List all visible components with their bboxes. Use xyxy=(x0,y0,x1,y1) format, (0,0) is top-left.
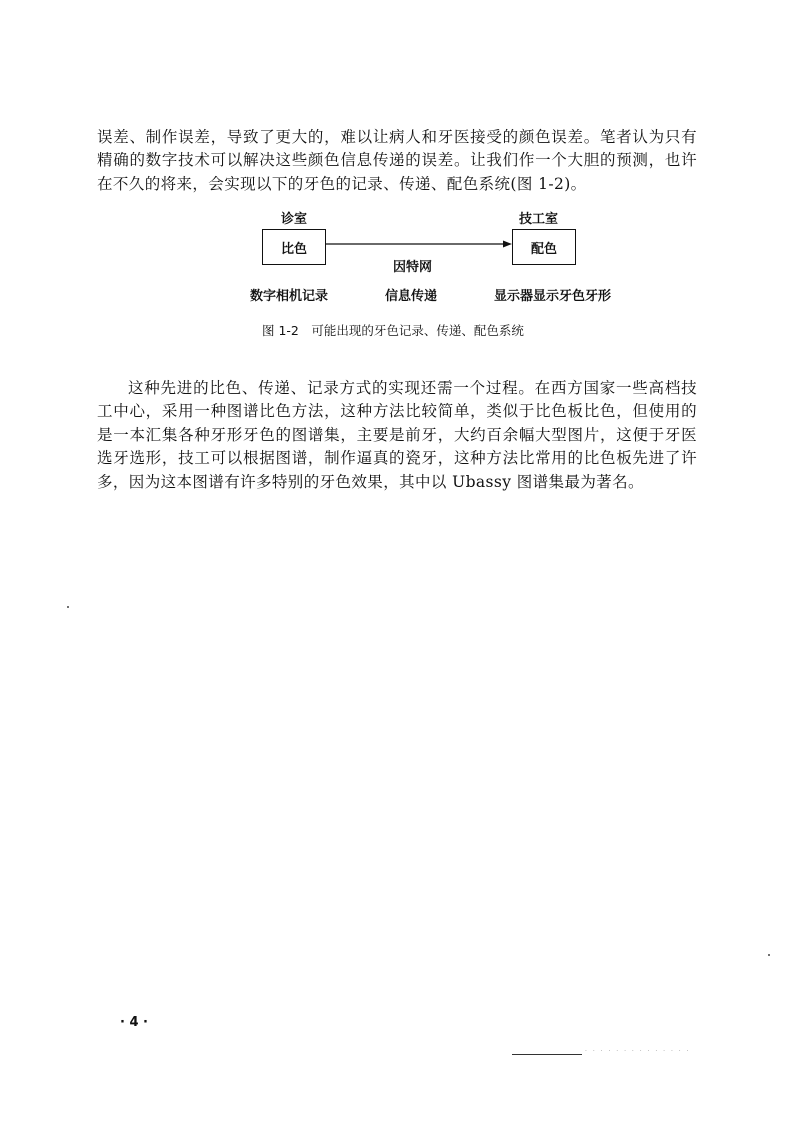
scan-speck xyxy=(67,606,69,608)
figure-bottom-center-label: 信息传递 xyxy=(385,289,438,304)
figure-box-right-label: 配色 xyxy=(530,242,557,257)
page-number: · 4 · xyxy=(120,1015,148,1030)
figure-caption: 图 1-2 可能出现的牙色记录、传递、配色系统 xyxy=(262,323,524,338)
figure-bottom-left-label: 数字相机记录 xyxy=(250,289,329,304)
scan-speck xyxy=(768,954,770,956)
figure-right-title: 技工室 xyxy=(519,212,559,227)
paragraph-intro: 误差、制作误差，导致了更大的，难以让病人和牙医接受的颜色误差。笔者认为只有精确的数字技术可以解决这些颜色信息传递的误差。让我们作一个大胆的预测，也许在不久的将来，会实现以下的牙色的记录、传递、配色系统(图 1-2)。 xyxy=(97,127,697,193)
footer-scan-marks: · · · · · · · · · · · · · · xyxy=(585,1048,691,1055)
figure-bottom-right-label: 显示器显示牙色牙形 xyxy=(494,289,612,304)
arrow-head xyxy=(503,241,512,248)
footer-rule xyxy=(512,1054,582,1055)
figure-box-left xyxy=(262,229,326,265)
paragraph-body: 这种先进的比色、传递、记录方式的实现还需一个过程。在西方国家一些高档技工中心，采用一种图谱比色方法，这种方法比较简单，类似于比色板比色，但使用的是一本汇集各种牙形牙色的图谱集，主要是前牙，大约百余幅大型图片，这便于牙医选牙选形，技工可以根据图谱，制作逼真的瓷牙，这种方法比常用的比色板先进了许多，因为这本图谱有许多特别的牙色效果，其中以 Ubassy 图谱集最为著名。 xyxy=(97,378,697,491)
figure-left-title: 诊室 xyxy=(281,212,308,227)
figure-box-right xyxy=(512,229,576,265)
figure-arrow-label: 因特网 xyxy=(393,260,433,275)
figure-box-left-label: 比色 xyxy=(280,242,307,257)
